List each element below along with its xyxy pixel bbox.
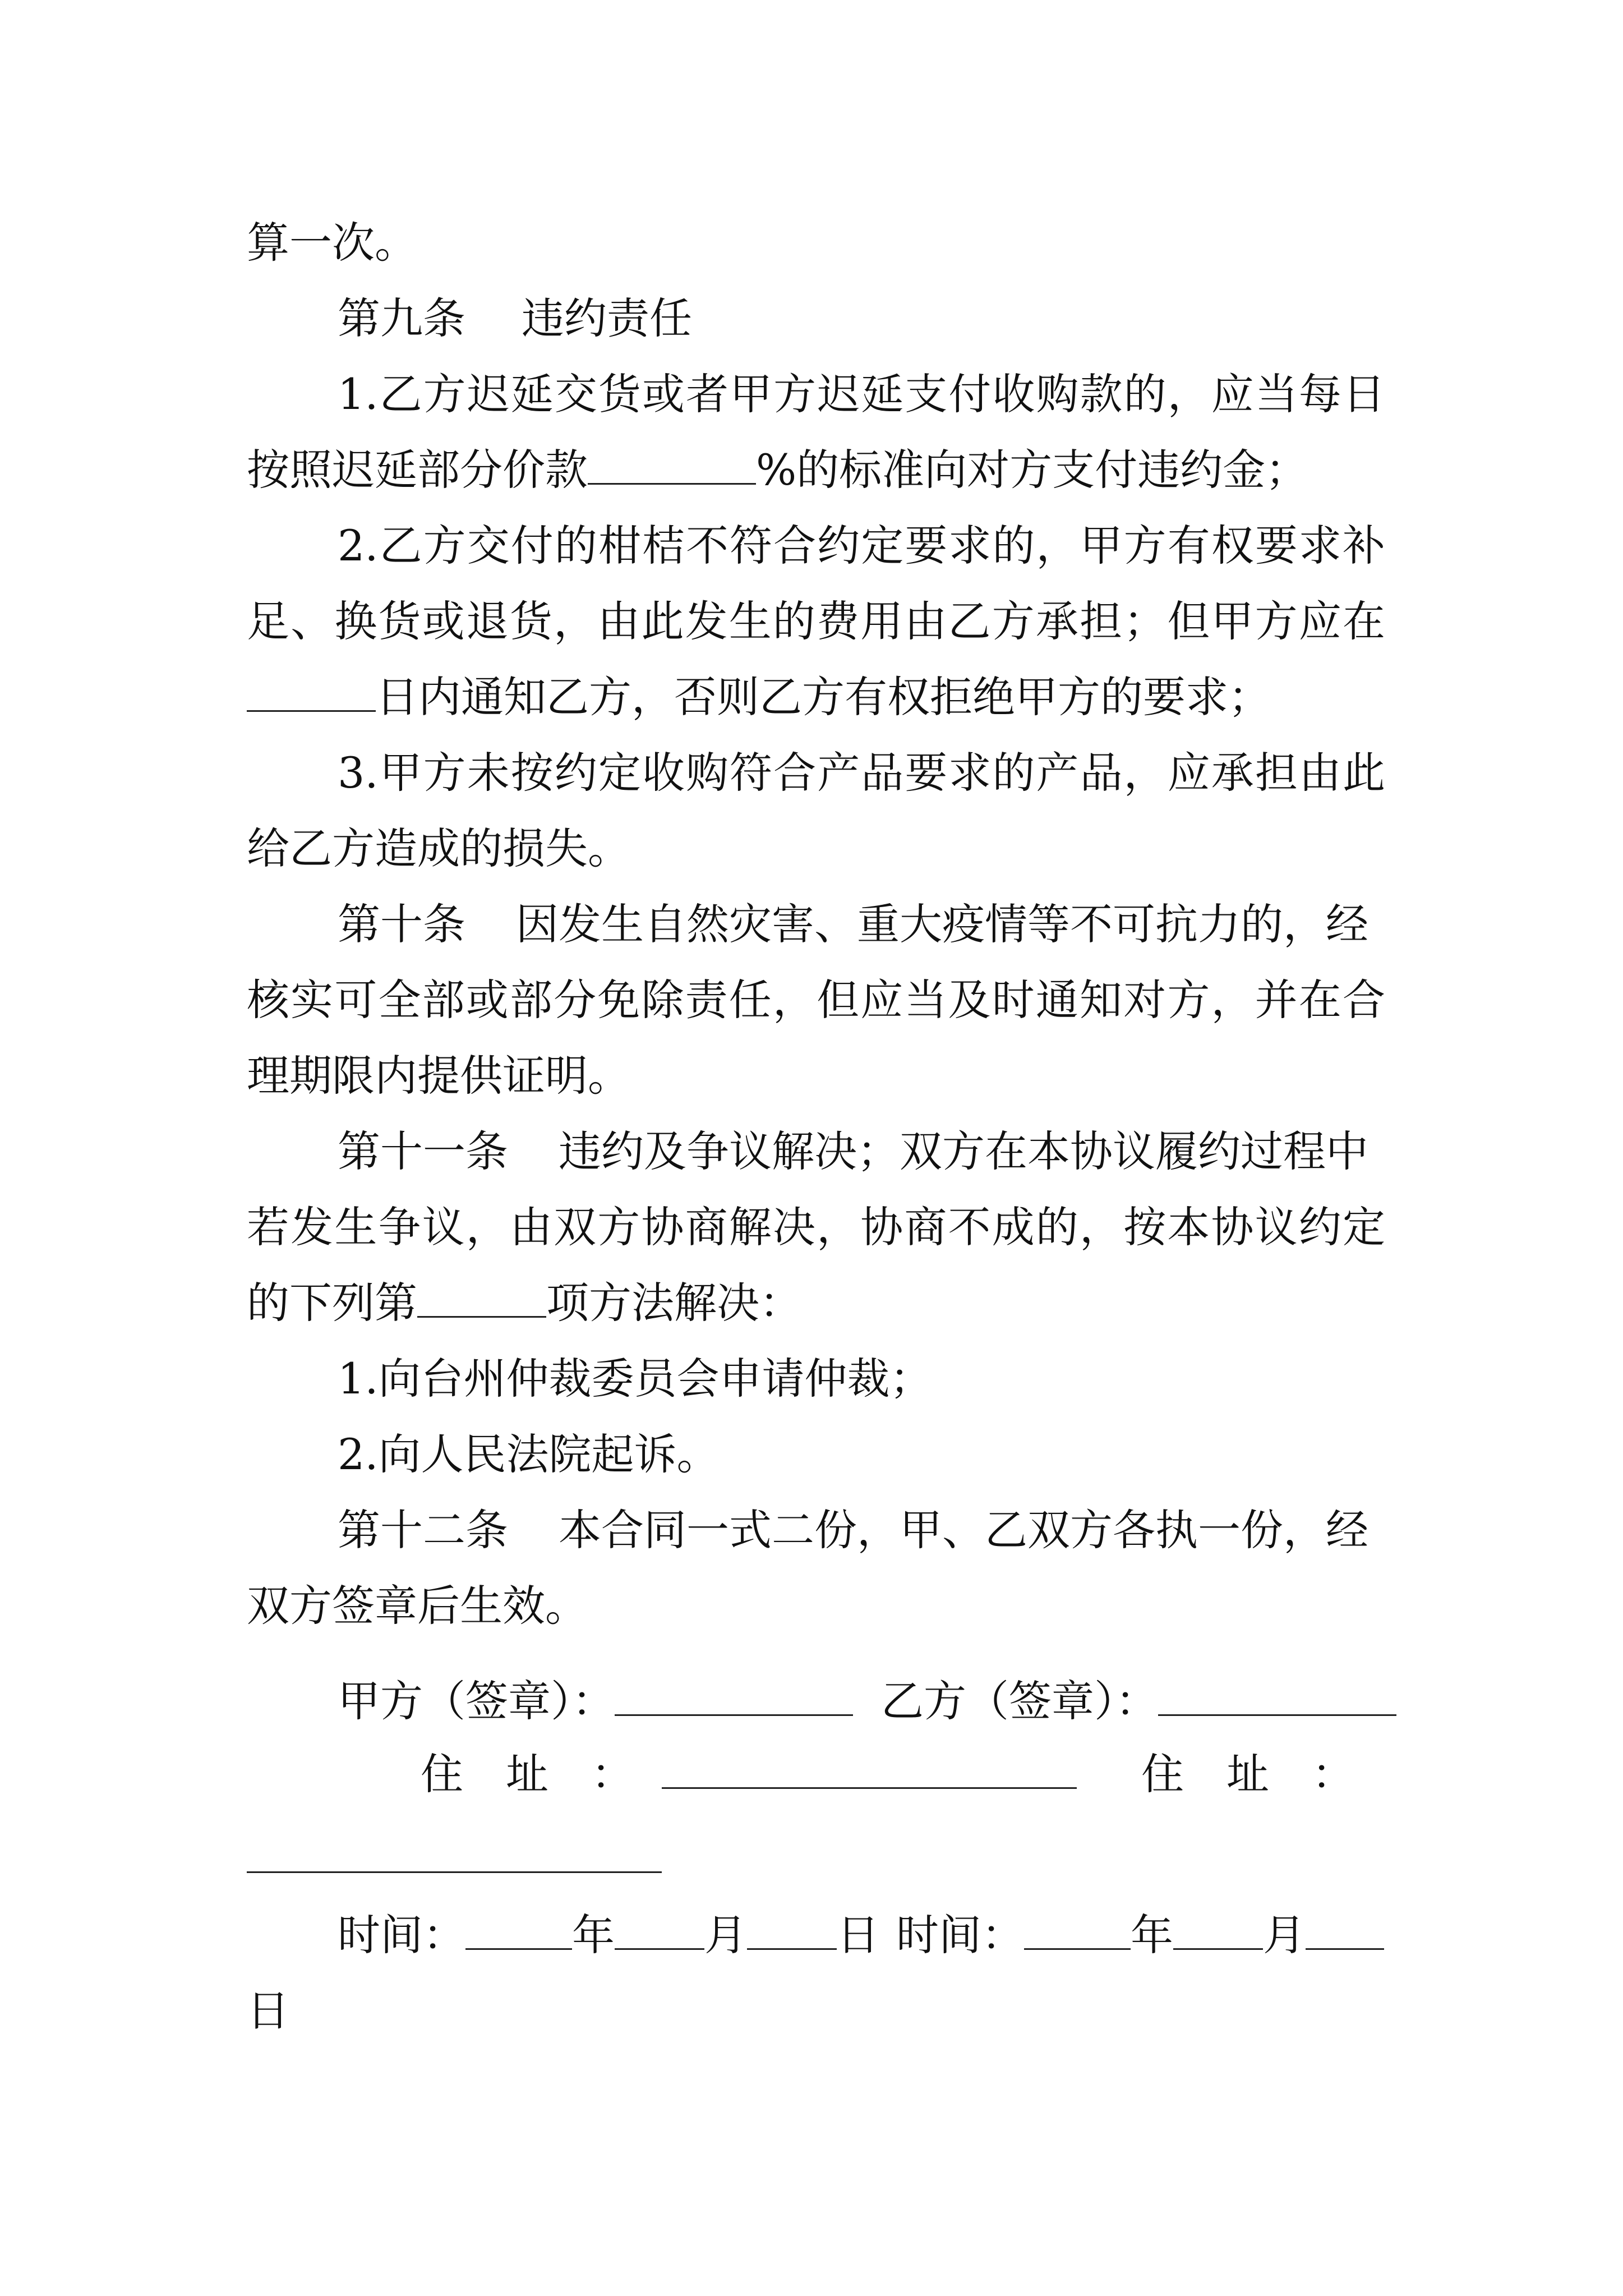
address-colon: ： <box>591 1749 634 1799</box>
month-blank <box>1173 1909 1263 1950</box>
text-fragment: 项方法解决： <box>546 1278 802 1328</box>
text-fragment: 本合同一式二份，甲、乙双方各执一份，经 <box>559 1505 1368 1555</box>
text-fragment: 给乙方造成的损失。 <box>247 823 630 873</box>
year-char: 年 <box>572 1910 615 1960</box>
day-blank <box>747 1909 837 1950</box>
address-colon: ： <box>1312 1749 1354 1799</box>
text-line <box>247 821 1385 877</box>
text-fragment: %的标准向对方支付违约金； <box>756 445 1308 495</box>
article-9-heading <box>338 291 1385 347</box>
address-label-char: 址 <box>506 1749 548 1799</box>
article-number: 第十条 <box>338 899 465 949</box>
article-12-line <box>338 1502 1385 1558</box>
text-line <box>247 593 1385 650</box>
article-11-line <box>338 1124 1385 1180</box>
day-blank <box>1306 1909 1384 1950</box>
text-fragment: 3.甲方未按约定收购符合产品要求的产品，应承担由此 <box>338 748 1385 798</box>
text-fragment: 核实可全部或部分免除责任，但应当及时通知对方，并在合 <box>247 975 1385 1025</box>
text-fragment: 因发生自然灾害、重大疫情等不可抗力的，经 <box>516 899 1368 949</box>
text-fragment: 理期限内提供证明。 <box>247 1051 630 1101</box>
text-fragment: 的下列第 <box>247 1278 417 1328</box>
text-fragment: 2.乙方交付的柑桔不符合约定要求的，甲方有权要求补 <box>338 521 1385 570</box>
address-label-char: 住 <box>1141 1749 1184 1799</box>
text-fragment: 1.乙方迟延交货或者甲方迟延支付收购款的，应当每日 <box>338 369 1385 419</box>
fill-in-blank <box>417 1277 546 1318</box>
text-fragment: 违约及争议解决；双方在本协议履约过程中 <box>559 1126 1368 1176</box>
address-line <box>421 1746 1385 1802</box>
text-line <box>247 442 1385 498</box>
year-char: 年 <box>1131 1910 1173 1960</box>
article-number: 第九条 <box>338 293 465 343</box>
text-fragment: 2.向人民法院起诉。 <box>338 1429 720 1479</box>
signature-line <box>338 1673 1385 1729</box>
party-b-signature-label: 乙方（签章）： <box>881 1676 1158 1726</box>
day-char: 日 <box>247 1986 289 2036</box>
date-label: 时间： <box>896 1910 1024 1960</box>
month-blank <box>615 1909 704 1950</box>
text-fragment: 按照迟延部分价款 <box>247 445 588 495</box>
date-line <box>338 1907 1385 1963</box>
text-fragment: 足、换货或退货，由此发生的费用由乙方承担；但甲方应在 <box>247 596 1385 646</box>
text-line <box>247 1983 1385 2039</box>
text-line <box>338 745 1385 801</box>
text-fragment: 若发生争议，由双方协商解决，协商不成的，按本协议约定 <box>247 1202 1385 1252</box>
year-blank <box>1024 1909 1131 1950</box>
text-line <box>338 518 1385 574</box>
signature-blank <box>1158 1675 1396 1716</box>
article-10-line <box>338 896 1385 953</box>
month-char: 月 <box>704 1910 747 1960</box>
address-label-char: 址 <box>1227 1749 1269 1799</box>
text-line <box>247 215 1385 271</box>
list-item <box>338 1427 1385 1483</box>
text-line <box>247 972 1385 1028</box>
address-label-char: 住 <box>421 1749 463 1799</box>
text-line <box>247 1048 1385 1104</box>
fill-in-blank <box>247 671 376 712</box>
text-fragment: 日内通知乙方，否则乙方有权拒绝甲方的要求； <box>376 672 1271 722</box>
text-fragment: 双方签章后生效。 <box>247 1581 588 1631</box>
article-title: 违约责任 <box>522 293 692 343</box>
year-blank <box>465 1909 572 1950</box>
month-char: 月 <box>1263 1910 1306 1960</box>
party-a-signature-label: 甲方（签章）： <box>338 1676 615 1726</box>
article-number: 第十二条 <box>338 1505 508 1555</box>
text-line <box>338 366 1385 422</box>
text-line <box>247 1275 1385 1331</box>
text-fragment: 算一次。 <box>247 218 417 268</box>
list-item <box>338 1351 1385 1407</box>
address-blank-continuation <box>247 1871 662 1873</box>
signature-blank <box>615 1675 853 1716</box>
address-blank <box>662 1748 1077 1789</box>
article-number: 第十一条 <box>338 1126 508 1176</box>
text-line <box>247 1199 1385 1255</box>
day-char: 日 <box>837 1910 879 1960</box>
fill-in-blank <box>588 444 756 485</box>
text-line <box>247 669 1385 725</box>
text-line <box>247 1578 1385 1634</box>
text-fragment: 1.向台州仲裁委员会申请仲裁； <box>338 1354 933 1404</box>
date-label: 时间： <box>338 1910 465 1960</box>
